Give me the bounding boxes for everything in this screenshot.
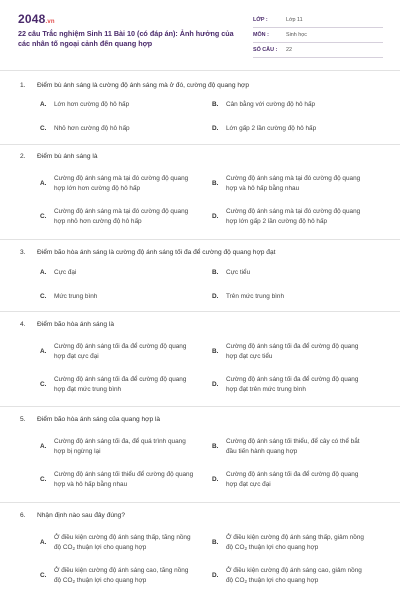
option-text-part: thuận lợi cho quang hợp (75, 543, 147, 551)
question-text: Điểm bão hòa ánh sáng của quang hợp là (37, 416, 161, 423)
header-divider (0, 70, 400, 71)
option-text: Cực đại (54, 269, 77, 276)
meta-label: SỐ CÂU : (253, 47, 278, 53)
option-letter: B. (212, 180, 219, 187)
option-text: Cường độ ánh sáng mà tại đó cường độ quang hợp nhỏ hơn cường độ hô hấp (54, 208, 189, 225)
option-letter: B. (212, 101, 219, 108)
option-letter: A. (40, 539, 47, 546)
option-text: Cường độ ánh sáng mà tại đó cường độ quang hợp và hô hấp bằng nhau (226, 175, 361, 192)
option-text: Cường độ ánh sáng tối đa để cường độ quang hợp đạt mức trung bình (54, 376, 187, 393)
question-text: Điểm bù ánh sáng là (37, 153, 98, 160)
meta-row-count (253, 43, 383, 58)
option-letter: A. (40, 348, 47, 355)
option-letter: A. (40, 101, 47, 108)
option-letter: D. (212, 125, 219, 132)
meta-value: Sinh học (286, 32, 307, 38)
subscript: 2 (72, 578, 75, 584)
option-text: Cường độ ánh sáng tối thiểu, để cây có thể bắt đầu tiến hành quang hợp (226, 438, 360, 455)
option-letter: D. (212, 213, 219, 220)
meta-label: MÔN : (253, 32, 269, 38)
option-letter: B. (212, 348, 219, 355)
question-text: Nhận định nào sau đây đúng? (37, 512, 125, 519)
option-text: Cân bằng với cường độ hô hấp (226, 101, 316, 108)
logo-text: 2048 (18, 12, 46, 26)
question-number: 4. (20, 321, 26, 328)
option-letter: A. (40, 443, 47, 450)
subscript: 2 (72, 545, 75, 551)
question-divider (0, 502, 400, 503)
option-letter: C. (40, 381, 47, 388)
question-text: Điểm bão hòa ánh sáng là cường độ ánh sáng tối đa để cường độ quang hợp đạt (37, 249, 276, 256)
option-text (226, 533, 366, 553)
option-text-part: Ở điều kiện cường độ ánh sáng thấp, giảm nồng độ CO (226, 534, 364, 551)
question-divider (0, 239, 400, 240)
option-text (54, 533, 194, 553)
option-letter: C. (40, 125, 47, 132)
question-number: 1. (20, 82, 26, 89)
meta-value: 22 (286, 47, 292, 53)
question-divider (0, 144, 400, 145)
question-number: 2. (20, 153, 26, 160)
question-divider (0, 311, 400, 312)
option-text: Trên mức trung bình (226, 293, 285, 300)
page-header (0, 0, 400, 68)
meta-value: Lớp 11 (286, 17, 303, 23)
question-text: Điểm bù ánh sáng là cường độ ánh sáng mà ở đó, cường độ quang hợp (37, 82, 249, 89)
question-number: 3. (20, 249, 26, 256)
option-letter: D. (212, 572, 219, 579)
option-letter: A. (40, 180, 47, 187)
option-text (54, 566, 194, 586)
logo-suffix: .vn (45, 19, 55, 25)
question-stem (20, 152, 385, 161)
option-text: Cực tiểu (226, 269, 251, 276)
option-text-part: Ở điều kiện cường độ ánh sáng cao, giảm nồng độ CO (226, 567, 362, 584)
option-text: Lớn hơn cường độ hô hấp (54, 101, 130, 108)
option-letter: C. (40, 572, 47, 579)
option-text (226, 566, 366, 586)
option-text: Lớn gấp 2 lần cường độ hô hấp (226, 125, 317, 132)
option-text: Cường độ ánh sáng tối thiểu để cường độ quang hợp và hô hấp bằng nhau (54, 471, 194, 488)
meta-row-class (253, 13, 383, 28)
meta-label: LỚP : (253, 17, 268, 23)
subscript: 2 (244, 578, 247, 584)
option-text: Cường độ ánh sáng tối đa để cường độ quang hợp đạt cực đại (226, 471, 359, 488)
option-text-part: thuận lợi cho quang hợp (247, 576, 319, 584)
option-letter: C. (40, 476, 47, 483)
option-text-part: Ở điều kiện cường độ ánh sáng thấp, tăng nồng độ CO (54, 534, 191, 551)
question-number: 6. (20, 512, 26, 519)
option-text: Nhỏ hơn cường độ hô hấp (54, 125, 130, 132)
question-stem (20, 81, 385, 90)
question-number: 5. (20, 416, 26, 423)
question-stem (20, 511, 385, 520)
option-letter: B. (212, 269, 219, 276)
option-text: Cường độ ánh sáng tối đa, để quá trình quang hợp bị ngừng lại (54, 438, 186, 455)
option-text-part: Ở điều kiện cường độ ánh sáng cao, tăng nồng độ CO (54, 567, 189, 584)
option-text: Cường độ ánh sáng mà tại đó cường độ quang hợp lớn gấp 2 lần cường độ hô hấp (226, 208, 361, 225)
option-text: Cường độ ánh sáng tối đa để cường độ quang hợp đạt cực tiểu (226, 343, 359, 360)
option-letter: C. (40, 213, 47, 220)
option-letter: B. (212, 539, 219, 546)
subscript: 2 (244, 545, 247, 551)
option-text: Mức trung bình (54, 293, 98, 300)
question-text: Điểm bão hòa ánh sáng là (37, 321, 114, 328)
option-letter: D. (212, 293, 219, 300)
option-letter: B. (212, 443, 219, 450)
option-letter: A. (40, 269, 47, 276)
question-divider (0, 406, 400, 407)
document-title: 22 câu Trắc nghiệm Sinh 11 Bài 10 (có đáp án): Ảnh hưởng của các nhân tố ngoại cảnh đến quang hợp (18, 29, 234, 48)
option-letter: C. (40, 293, 47, 300)
document-meta (253, 13, 383, 58)
option-text-part: thuận lợi cho quang hợp (247, 543, 319, 551)
option-text: Cường độ ánh sáng tối đa để cường độ quang hợp đạt cực đại (54, 343, 187, 360)
option-text-part: thuận lợi cho quang hợp (75, 576, 147, 584)
site-logo[interactable] (18, 12, 55, 26)
question-stem (20, 415, 385, 424)
question-stem (20, 248, 385, 257)
option-text: Cường độ ánh sáng tối đa để cường độ quang hợp đạt trên mức trung bình (226, 376, 359, 393)
meta-row-subject (253, 28, 383, 43)
option-letter: D. (212, 476, 219, 483)
question-stem (20, 320, 385, 329)
option-letter: D. (212, 381, 219, 388)
option-text: Cường độ ánh sáng mà tại đó cường độ quang hợp lớn hơn cường độ hô hấp (54, 175, 189, 192)
